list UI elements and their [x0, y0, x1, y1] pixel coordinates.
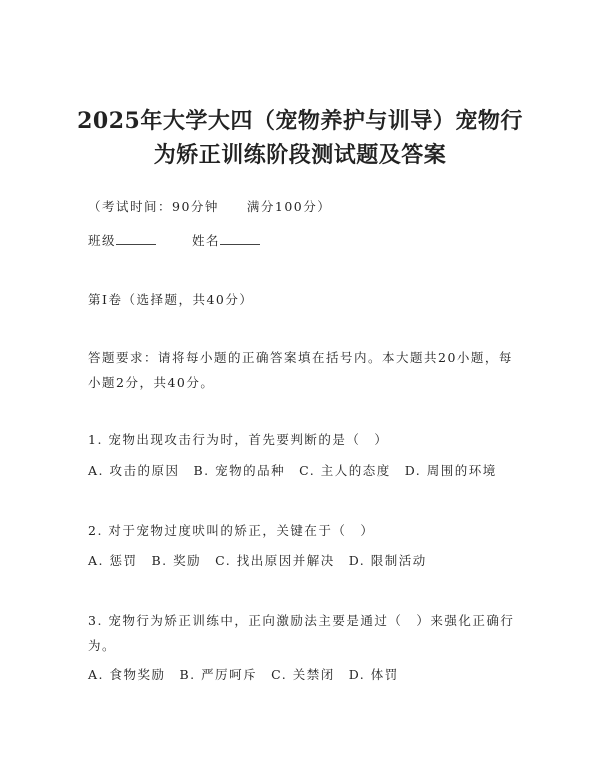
name-blank — [220, 234, 260, 245]
option-c: C. 找出原因并解决 — [215, 553, 335, 568]
document-title-line-1: 2025年大学大四（宠物养护与训导）宠物行 — [77, 108, 523, 134]
question-1: 1. 宠物出现攻击行为时，首先要判断的是（ ） — [88, 432, 389, 447]
question-2-options — [88, 551, 441, 569]
question-3-options — [88, 665, 413, 683]
option-b: B. 严厉呵斥 — [179, 667, 258, 682]
option-a: A. 食物奖励 — [88, 667, 166, 682]
option-d: D. 体罚 — [348, 667, 399, 682]
document-title-line-2: 为矫正训练阶段测试题及答案 — [153, 142, 447, 168]
option-a: A. 攻击的原因 — [88, 463, 180, 478]
option-d: D. 限制活动 — [348, 553, 427, 568]
question-3: 3. 宠物行为矫正训练中，正向激励法主要是通过（ ）来强化正确行 — [88, 613, 515, 628]
exam-info: （考试时间：90分钟 满分100分） — [88, 199, 332, 214]
option-b: B. 奖励 — [151, 553, 202, 568]
student-info — [88, 231, 296, 249]
question-3-continued: 为。 — [88, 638, 117, 653]
instructions-line-1: 答题要求：请将每小题的正确答案填在括号内。本大题共20小题，每 — [88, 350, 513, 365]
option-a: A. 惩罚 — [88, 553, 138, 568]
instructions-line-2: 小题2分，共40分。 — [88, 375, 215, 390]
option-b: B. 宠物的品种 — [193, 463, 286, 478]
section-heading: 第Ⅰ卷（选择题，共40分） — [88, 292, 254, 307]
question-2: 2. 对于宠物过度吠叫的矫正，关键在于（ ） — [88, 523, 375, 538]
option-d: D. 周围的环境 — [404, 463, 497, 478]
class-label: 班级 — [88, 233, 117, 248]
class-blank — [116, 234, 156, 245]
option-c: C. 关禁闭 — [271, 667, 335, 682]
name-label: 姓名 — [192, 233, 221, 248]
question-1-options — [88, 461, 511, 479]
option-c: C. 主人的态度 — [299, 463, 391, 478]
